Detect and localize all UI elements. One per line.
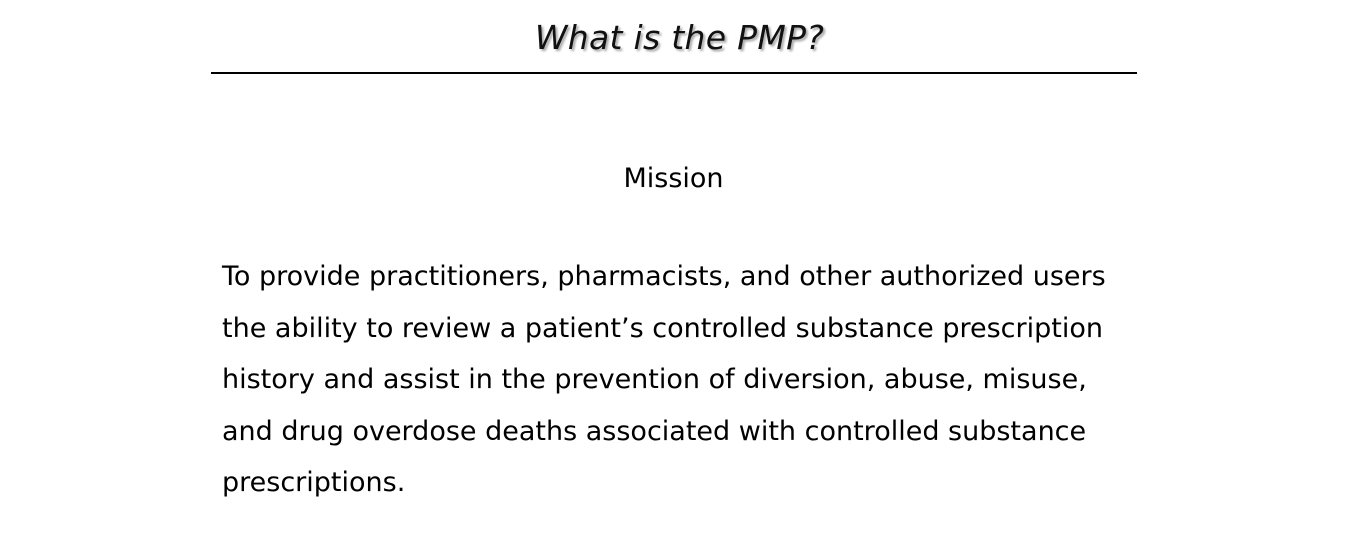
title-divider xyxy=(211,72,1137,74)
mission-line: history and assist in the prevention of diversion, abuse, misuse, xyxy=(222,364,1087,395)
mission-line: and drug overdose deaths associated with controlled substance xyxy=(222,415,1087,447)
mission-line: To provide practitioners, pharmacists, and other authorized users xyxy=(222,261,1106,292)
mission-line: the ability to review a patient’s controlled substance prescription xyxy=(222,312,1103,344)
section-heading-mission: Mission xyxy=(623,163,724,194)
mission-paragraph xyxy=(222,251,1127,509)
mission-line: prescriptions. xyxy=(222,467,406,498)
slide-title: What is the PMP? xyxy=(534,18,825,57)
